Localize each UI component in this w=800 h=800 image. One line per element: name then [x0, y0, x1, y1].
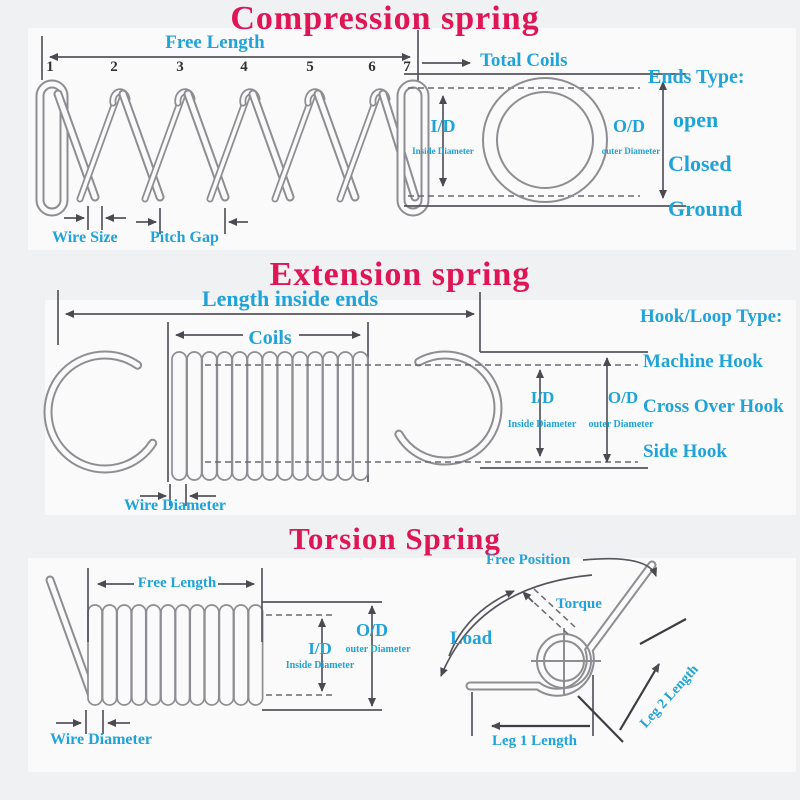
hook-type-side: Side Hook	[643, 441, 727, 462]
torsion-od-sublabel: outer Diameter	[345, 644, 411, 655]
length-inside-ends-label: Length inside ends	[201, 286, 379, 311]
extension-title: Extension spring	[269, 256, 531, 293]
coil-number-5: 5	[306, 59, 314, 75]
torsion-id-label: I/D	[308, 639, 332, 658]
compression-id-label: I/D	[430, 116, 456, 136]
ends-type-heading: Ends Type:	[648, 66, 745, 88]
coil-number-4: 4	[240, 59, 248, 75]
extension-id-sublabel: Inside Diameter	[507, 419, 577, 430]
coil-number-2: 2	[110, 59, 118, 75]
ends-type-open: open	[673, 107, 719, 132]
wire-size-label: Wire Size	[52, 229, 118, 246]
leg1-length-label: Leg 1 Length	[492, 733, 578, 749]
pitch-gap-label: Pitch Gap	[150, 229, 219, 246]
ends-type-ground: Ground	[668, 196, 743, 221]
torsion-title: Torsion Spring	[289, 521, 501, 556]
total-coils-label: Total Coils	[480, 50, 568, 71]
torsion-id-sublabel: Inside Diameter	[285, 660, 355, 671]
torsion-od-label: O/D	[355, 620, 388, 640]
extension-coils-label: Coils	[248, 327, 292, 349]
coil-number-3: 3	[176, 59, 184, 75]
compression-od-sublabel: outer Diameter	[601, 146, 661, 156]
leg2-length-label: Leg 2 Length	[637, 662, 702, 732]
torsion-wire-diameter-label: Wire Diameter	[50, 731, 153, 748]
hook-type-cross-over: Cross Over Hook	[643, 396, 784, 417]
ends-type-closed: Closed	[668, 151, 732, 176]
compression-free-length-label: Free Length	[165, 32, 265, 53]
extension-od-label: O/D	[607, 388, 639, 407]
hook-type-machine: Machine Hook	[643, 351, 763, 372]
coil-number-6: 6	[368, 59, 376, 75]
extension-id-label: I/D	[530, 388, 555, 407]
coil-number-7: 7	[403, 59, 411, 75]
torque-label: Torque	[556, 596, 602, 612]
free-position-label: Free Position	[486, 552, 571, 568]
load-label: Load	[450, 628, 493, 649]
torsion-spring-drawing	[0, 520, 800, 800]
compression-od-label: O/D	[612, 116, 645, 136]
compression-id-sublabel: Inside Diameter	[412, 146, 474, 156]
extension-wire-diameter-label: Wire Diameter	[124, 497, 227, 514]
coil-number-1: 1	[46, 59, 54, 75]
extension-od-sublabel: outer Diameter	[588, 419, 654, 430]
compression-title: Compression spring	[230, 0, 540, 37]
torsion-free-length-label: Free Length	[137, 575, 217, 591]
hook-loop-type-heading: Hook/Loop Type:	[640, 306, 783, 327]
